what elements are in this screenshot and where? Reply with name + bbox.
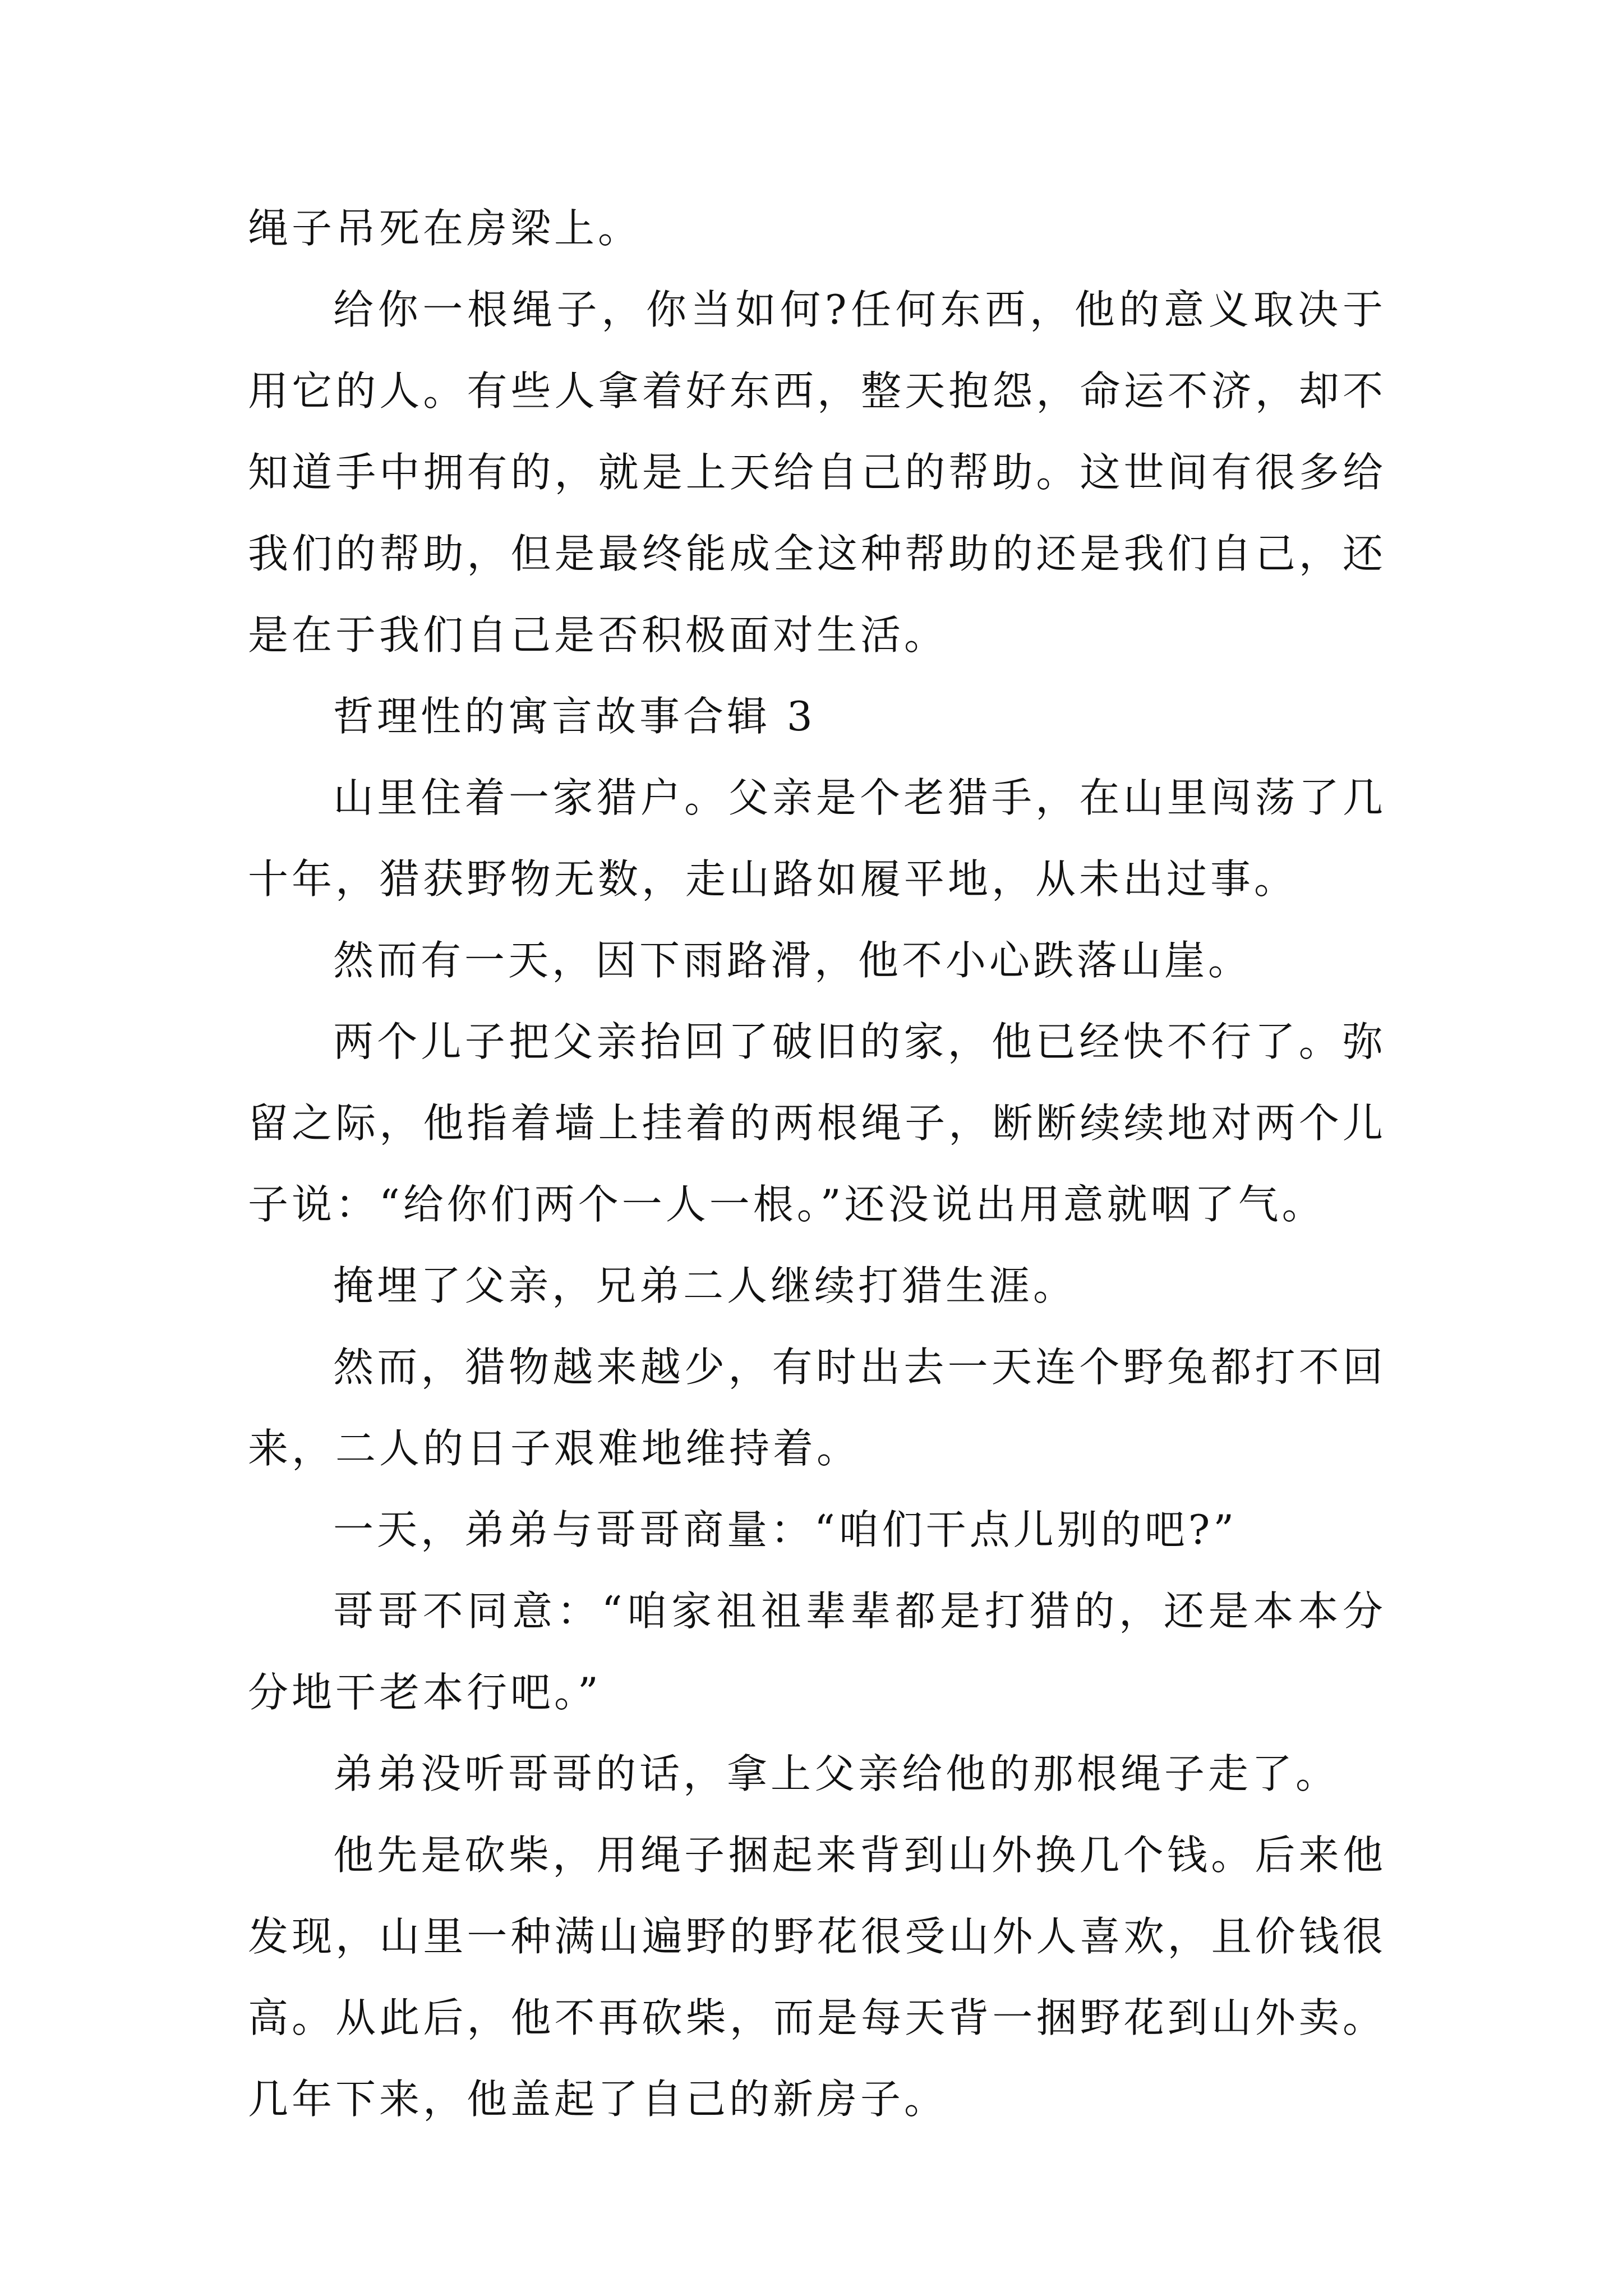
paragraph-8: 一天，弟弟与哥哥商量：“咱们干点儿别的吧?” (333, 1506, 1238, 1553)
paragraph-7: 然而，猎物越来越少，有时出去一天连个野兔都打不回来，二人的日子艰难地维持着。 (248, 1343, 1386, 1472)
paragraph-2: 给你一根绳子，你当如何?任何东西，他的意义取决于用它的人。有些人拿着好东西，整天抱怨，命运不济，却不知道手中拥有的，就是上天给自己的帮助。这世间有很多给我们的帮助，但是最终能成全这种帮助的还是我们自己，还是在于我们自己是否积极面对生活。 (248, 286, 1386, 659)
document-body (248, 188, 1386, 2140)
paragraph-5: 两个儿子把父亲抬回了破旧的家，他已经快不行了。弥留之际，他指着墙上挂着的两根绳子，断断续续地对两个儿子说：“给你们两个一人一根。”还没说出用意就咽了气。 (248, 1018, 1386, 1228)
paragraph-9: 哥哥不同意：“咱家祖祖辈辈都是打猎的，还是本本分分地干老本行吧。” (248, 1588, 1386, 1716)
paragraph-10: 弟弟没听哥哥的话，拿上父亲给他的那根绳子走了。 (333, 1750, 1340, 1797)
paragraph-4: 然而有一天，因下雨路滑，他不小心跌落山崖。 (333, 937, 1252, 984)
paragraph-1: 绳子吊死在房梁上。 (248, 205, 642, 252)
paragraph-6: 掩埋了父亲，兄弟二人继续打猎生涯。 (333, 1262, 1077, 1309)
section-heading: 哲理性的寓言故事合辑 3 (333, 693, 816, 740)
paragraph-11: 他先是砍柴，用绳子捆起来背到山外换几个钱。后来他发现，山里一种满山遍野的野花很受山外人喜欢，且价钱很高。从此后，他不再砍柴，而是每天背一捆野花到山外卖。几年下来，他盖起了自己的新房子。 (248, 1832, 1386, 2123)
paragraph-3: 山里住着一家猎户。父亲是个老猎手，在山里闯荡了几十年，猎获野物无数，走山路如履平地，从未出过事。 (248, 774, 1386, 903)
